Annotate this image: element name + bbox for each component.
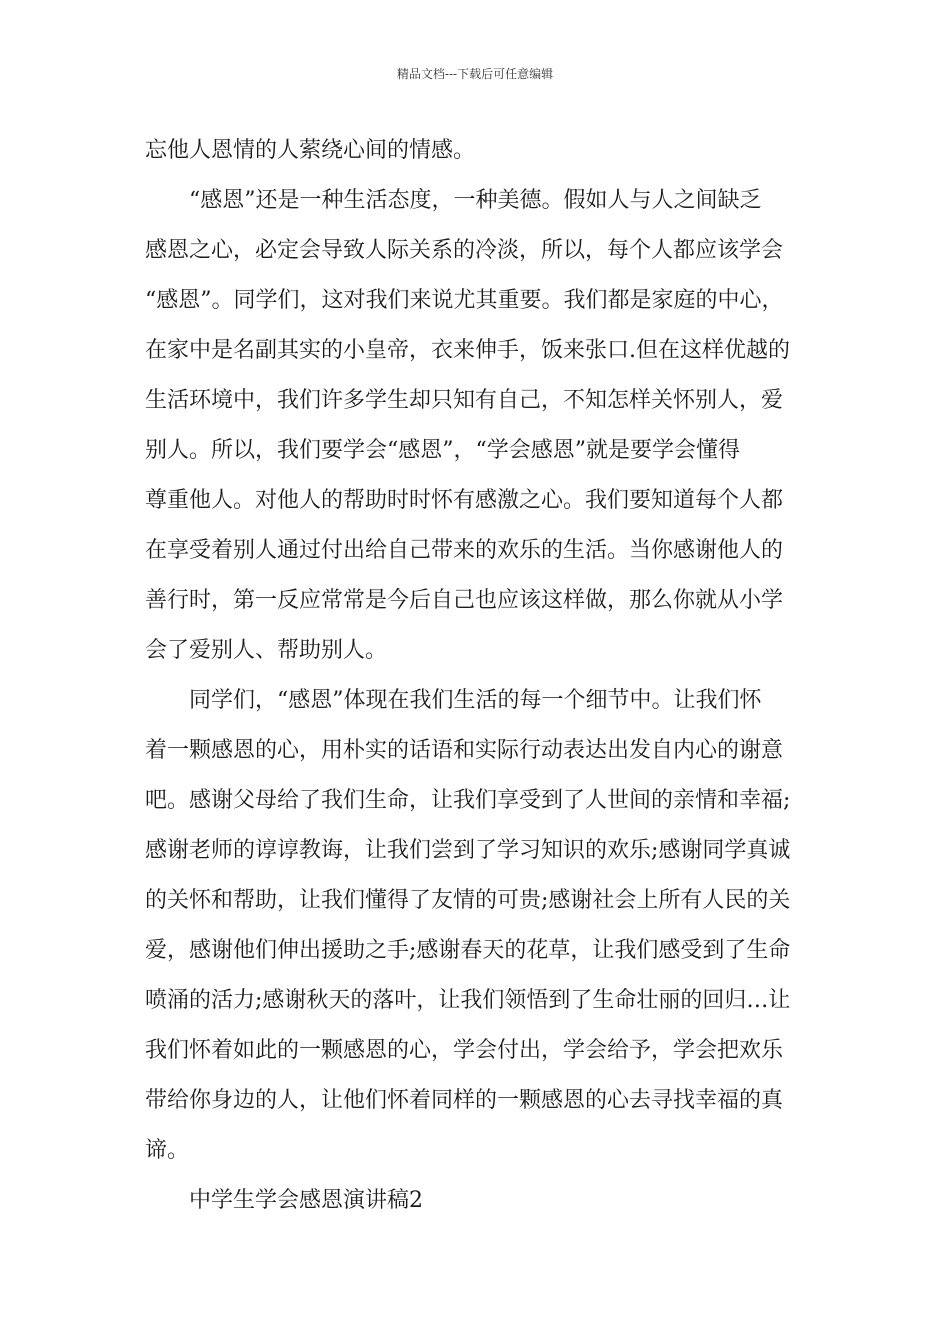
text-line: 的关怀和帮助，让我们懂得了友情的可贵;感谢社会上所有人民的关: [145, 888, 791, 913]
text-line: 尊重他人。对他人的帮助时时怀有感激之心。我们要知道每个人都: [145, 488, 784, 513]
text-line: 同学们，“感恩”体现在我们生活的每一个细节中。让我们怀: [189, 688, 762, 713]
paragraph-1: [145, 126, 815, 176]
document-body: [145, 126, 815, 1226]
text-line: 别人。所以，我们要学会“感恩”，“学会感恩”就是要学会懂得: [145, 438, 740, 463]
section-title: 中学生学会感恩演讲稿2: [189, 1188, 423, 1213]
text-line: 着一颗感恩的心，用朴实的话语和实际行动表达出发自内心的谢意: [145, 738, 784, 763]
text-line: 谛。: [145, 1138, 190, 1163]
text-line: 喷涌的活力;感谢秋天的落叶，让我们领悟到了生命壮丽的回归…让: [145, 988, 791, 1013]
text-line: 会了爱别人、帮助别人。: [145, 638, 388, 663]
page-header: 精品文档---下载后可任意编辑: [396, 67, 554, 81]
text-line: 善行时，第一反应常常是今后自己也应该这样做，那么你就从小学: [145, 588, 784, 613]
text-line: 感恩之心，必定会导致人际关系的冷淡，所以，每个人都应该学会: [145, 238, 784, 263]
text-line: “感恩”还是一种生活态度，一种美德。假如人与人之间缺乏: [189, 188, 762, 213]
text-line: 带给你身边的人，让他们怀着同样的一颗感恩的心去寻找幸福的真: [145, 1088, 784, 1113]
paragraph-3: [145, 676, 815, 1176]
text-line: 感谢老师的谆谆教诲，让我们尝到了学习知识的欢乐;感谢同学真诚: [145, 838, 791, 863]
text-line: 我们怀着如此的一颗感恩的心，学会付出，学会给予，学会把欢乐: [145, 1038, 784, 1063]
text-line: 爱，感谢他们伸出援助之手;感谢春天的花草，让我们感受到了生命: [145, 938, 791, 963]
text-line: 在家中是名副其实的小皇帝，衣来伸手，饭来张口.但在这样优越的: [145, 338, 790, 363]
text-line: 在享受着别人通过付出给自己带来的欢乐的生活。当你感谢他人的: [145, 538, 784, 563]
text-line: 吧。感谢父母给了我们生命，让我们享受到了人世间的亲情和幸福;: [145, 788, 791, 813]
text-line: “感恩”。同学们，这对我们来说尤其重要。我们都是家庭的中心，: [145, 288, 784, 313]
text-line: 忘他人恩情的人萦绕心间的情感。: [145, 138, 476, 163]
paragraph-2: [145, 176, 815, 676]
text-line: 生活环境中，我们许多学生却只知有自己，不知怎样关怀别人，爱: [145, 388, 784, 413]
